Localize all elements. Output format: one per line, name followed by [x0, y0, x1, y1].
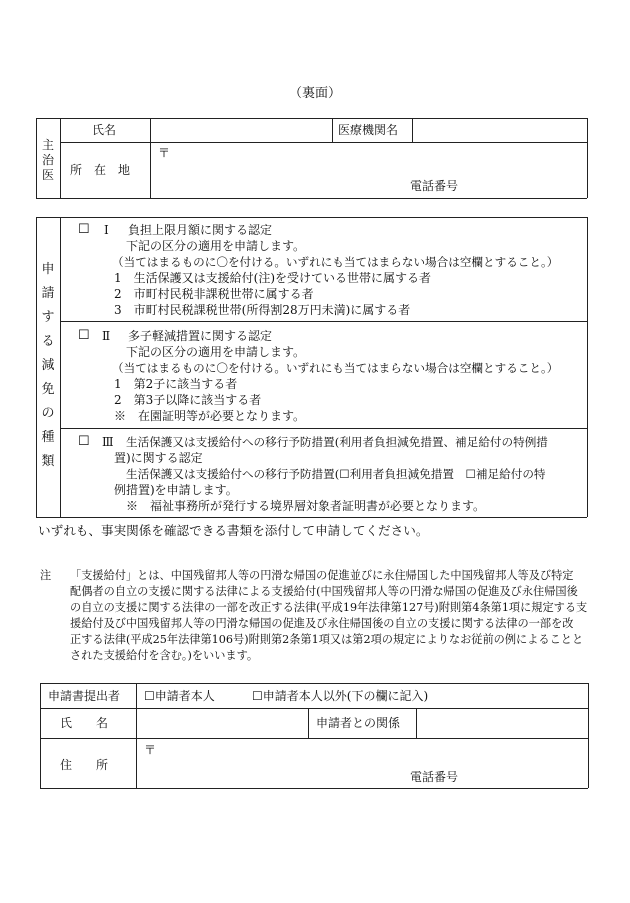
option-self-checkbox[interactable]: ☐申請者本人 [144, 689, 215, 703]
section-1-checkbox[interactable]: ☐ [78, 222, 90, 237]
section-2-checkbox[interactable]: ☐ [78, 328, 90, 343]
option-other-checkbox[interactable]: ☐申請者本人以外(下の欄に記入) [252, 689, 429, 703]
section-3-title-line2: 置)に関する認定 [114, 451, 203, 465]
doctor-name-field[interactable] [151, 119, 331, 141]
section-1-item: 2 市町村民税非課税世帯に属する者 [114, 287, 314, 301]
section-1-line2: （当てはまるものに〇を付ける。いずれにも当てはまらない場合は空欄とすること。） [112, 255, 559, 269]
section-3-body-line2: 例措置)を申請します。 [114, 483, 238, 497]
section-3-body-line3: ※ 福祉事務所が発行する境界層対象者証明書が必要となります。 [126, 499, 486, 513]
section-1-number: Ⅰ [104, 223, 109, 237]
section-2-item: 2 第3子以降に該当する者 [114, 393, 262, 407]
section-3-title-line1: 生活保護又は支援給付への移行予防措置(利用者負担減免措置、補足給付の特例措 [126, 435, 548, 449]
footnote-label: 注 [40, 569, 52, 582]
relation-field[interactable] [417, 709, 587, 737]
section-1-item: 3 市町村民税課税世帯(所得割28万円未満)に属する者 [114, 303, 411, 317]
submitter-postal-mark: 〒 [144, 743, 157, 757]
section-1-title: 負担上限月額に関する認定 [128, 223, 273, 237]
section-1-item: 1 生活保護又は支援給付(注)を受けている世帯に属する者 [114, 271, 432, 285]
section-3-body-line1: 生活保護又は支援給付への移行予防措置(☐利用者負担減免措置 ☐補足給付の特 [126, 467, 546, 481]
section-3-number: Ⅲ [102, 435, 114, 449]
section-2-number: Ⅱ [102, 329, 111, 343]
submitter-address-field[interactable] [137, 739, 587, 787]
section-2-line1: 下記の区分の適用を申請します。 [126, 345, 306, 359]
section-3-checkbox[interactable]: ☐ [78, 434, 90, 449]
page-title: （裏面） [288, 86, 341, 101]
section-2-line2: （当てはまるものに〇を付ける。いずれにも当てはまらない場合は空欄とすること。） [112, 361, 559, 375]
section-2-item: ※ 在園証明等が必要となります。 [114, 409, 306, 423]
submitter-phone-label: 電話番号 [410, 770, 459, 784]
institution-field[interactable] [413, 119, 586, 141]
footnote-line: 「支援給付」とは、中国残留邦人等の円滑な帰国の促進並びに永住帰国した中国残留邦人等及び特定 [70, 569, 574, 582]
doctor-address-field[interactable] [151, 143, 586, 197]
doctor-name-label: 氏名 [92, 123, 117, 137]
institution-label: 医療機関名 [338, 123, 399, 137]
footnote-line: の自立の支援に関する法律の一部を改正する法律(平成19年法律第127号)附則第4条第1項に規定する支 [70, 601, 588, 614]
footnote-line: 援給付及び中国残留邦人等の円滑な帰国の促進及び永住帰国後の自立の支援に関する法律の一部を改 [70, 617, 574, 630]
doctor-side-label: 主 治 医 [41, 138, 54, 182]
footnote [40, 568, 600, 664]
attach-notice: いずれも、事実関係を確認できる書類を添付して申請してください。 [38, 523, 429, 538]
reduction-side-label: 申 請 す る 減 免 の 種 類 [41, 262, 55, 469]
section-1-line1: 下記の区分の適用を申請します。 [126, 239, 306, 253]
footnote-line: 配偶者の自立の支援に関する法律による支援給付(中国残留邦人等の円滑な帰国の促進及び永住帰国後 [70, 585, 578, 598]
submitter-name-label: 氏 名 [60, 716, 109, 730]
section-2-title: 多子軽減措置に関する認定 [128, 329, 273, 343]
doctor-postal-mark: 〒 [158, 146, 171, 160]
relation-label: 申請者との関係 [316, 716, 401, 730]
doctor-phone-label: 電話番号 [410, 179, 459, 193]
submitter-label: 申請書提出者 [48, 689, 121, 703]
submitter-name-field[interactable] [137, 709, 307, 737]
footnote-line: された支援給付を含む。)をいいます。 [70, 649, 259, 662]
doctor-address-label: 所 在 地 [70, 163, 131, 177]
footnote-line: 正する法律(平成25年法律第106号)附則第2条第1項又は第2項の規定によりなお従前の例によることと [70, 633, 584, 646]
section-2-item: 1 第2子に該当する者 [114, 377, 238, 391]
submitter-address-label: 住 所 [60, 758, 109, 772]
